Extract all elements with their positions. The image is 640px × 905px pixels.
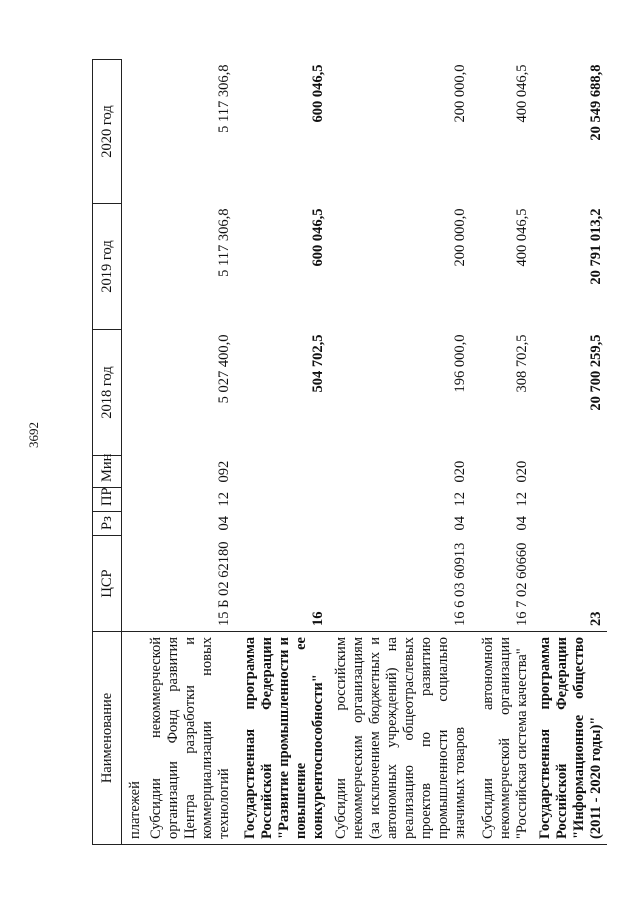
row-2019: 200 000,0 [451, 208, 468, 267]
row-rz: 04 [451, 516, 468, 531]
row-2019 [122, 204, 146, 330]
header-csr: ЦСР [93, 536, 122, 632]
row-pr [122, 488, 146, 512]
row-2019: 20 791 013,2 [587, 208, 604, 285]
row-2020: 5 117 306,8 [215, 64, 232, 133]
row-min: 092 [215, 460, 232, 483]
row-2018: 308 702,5 [513, 334, 530, 393]
row-pr [235, 488, 329, 512]
header-name: Наименование [93, 632, 122, 845]
row-rz [122, 512, 146, 536]
header-row [93, 60, 122, 845]
header-pr: ПР [93, 488, 122, 512]
row-rz: 04 [513, 516, 530, 531]
row-csr [122, 536, 146, 632]
row-name: Субсидии российским некоммерческим организациям (за исключением бюджетных и автономных учреждений) на реализацию общеотраслевых проектов по развитию промышленности социально значимых товаров [329, 632, 471, 845]
row-2019: 600 046,5 [309, 208, 326, 267]
row-rz [235, 512, 329, 536]
row-name: Субсидии автономной некоммерческой организации "Российская система качества" [471, 632, 533, 845]
row-2018: 504 702,5 [309, 334, 326, 393]
page-number: 3692 [26, 422, 41, 448]
header-rz: Рз [93, 512, 122, 536]
header-2019: 2019 год [93, 204, 122, 330]
row-2020: 200 000,0 [451, 64, 468, 123]
budget-table [92, 59, 607, 845]
table-row [235, 60, 329, 845]
row-name: Государственная программа Российской Федерации "Информационное общество (2011 - 2020 годы)" [533, 632, 607, 845]
row-min: 020 [451, 460, 468, 483]
row-pr: 12 [215, 492, 232, 507]
row-name: Государственная программа Российской Федерации "Развитие промышленности и повышение ее конкурентоспособности" [235, 632, 329, 845]
header-2018: 2018 год [93, 330, 122, 456]
row-2020: 600 046,5 [309, 64, 326, 123]
row-csr: 16 7 02 60660 [513, 542, 530, 626]
row-2018 [122, 330, 146, 456]
table-row [329, 60, 471, 845]
row-min [533, 456, 607, 488]
table-row [533, 60, 607, 845]
row-name: Субсидии некоммерческой организации Фонд развития Центра разработки и коммерциализации новых технологий [146, 632, 235, 845]
rotated-budget-table [92, 60, 604, 845]
row-2020 [122, 60, 146, 204]
row-csr: 15 Б 02 62180 [215, 541, 232, 626]
header-min: Мин [93, 456, 122, 488]
row-2019: 400 046,5 [513, 208, 530, 267]
row-csr: 23 [587, 611, 604, 626]
row-pr [533, 488, 607, 512]
row-rz: 04 [215, 516, 232, 531]
row-pr: 12 [513, 492, 530, 507]
row-csr: 16 [309, 611, 326, 626]
table-row [122, 60, 146, 845]
row-name: платежей [122, 632, 146, 845]
table-row [146, 60, 235, 845]
row-2018: 196 000,0 [451, 334, 468, 393]
row-min: 020 [513, 460, 530, 483]
row-pr: 12 [451, 492, 468, 507]
table-row [471, 60, 533, 845]
row-2020: 400 046,5 [513, 64, 530, 123]
row-2020: 20 549 688,8 [587, 64, 604, 141]
row-2018: 20 700 259,5 [587, 334, 604, 411]
row-csr: 16 6 03 60913 [451, 542, 468, 626]
row-2019: 5 117 306,8 [215, 208, 232, 277]
row-min [122, 456, 146, 488]
header-2020: 2020 год [93, 60, 122, 204]
row-rz [533, 512, 607, 536]
row-2018: 5 027 400,0 [215, 334, 232, 404]
row-min [235, 456, 329, 488]
